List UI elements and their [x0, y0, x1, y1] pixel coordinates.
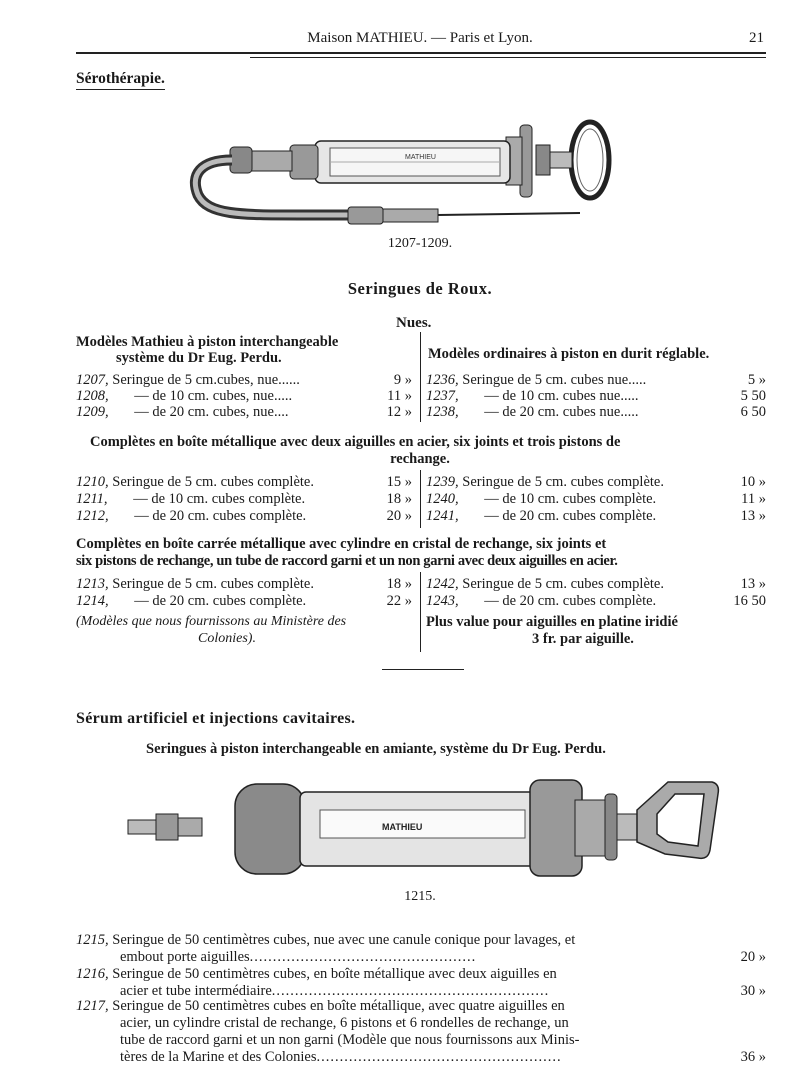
item-desc: embout porte aiguilles	[120, 949, 250, 965]
item-desc: — de 20 cm. cubes complète.	[484, 593, 657, 609]
paragraph-completes-1	[76, 434, 776, 451]
item-number: 1241,	[426, 508, 459, 524]
figure-caption-1215: 1215.	[404, 889, 436, 904]
item-price: 18 »	[386, 491, 412, 507]
item-price: 5 »	[747, 372, 766, 388]
item-price: 18 »	[386, 576, 412, 592]
item-number: 1210,	[76, 474, 109, 490]
item-price: 10 »	[740, 474, 766, 490]
list-item	[76, 966, 766, 1000]
item-desc: Seringue de 5 cm.cubes, nue......	[112, 372, 300, 388]
header-rule-2	[250, 57, 766, 58]
item-price: 36 »	[740, 1049, 766, 1065]
list-item	[76, 372, 300, 389]
para-line: Complètes en boîte métallique avec deux aiguilles en acier, six joints et trois pistons de	[90, 434, 621, 450]
list-item	[76, 932, 766, 966]
item-desc: Seringue de 50 centimètres cubes en boîte métallique, avec quatre aiguilles en	[112, 998, 565, 1014]
list-item	[76, 576, 314, 593]
note-price-per-needle: 3 fr. par aiguille.	[532, 631, 634, 647]
note-platine: Plus value pour aiguilles en platine iridié	[426, 614, 678, 630]
section-title-serum: Sérum artificiel et injections cavitaires.	[76, 710, 356, 727]
item-number: 1242,	[426, 576, 459, 592]
item-desc: Seringue de 50 centimètres cubes, en boîte métallique avec deux aiguilles en	[112, 966, 557, 982]
list-item	[76, 491, 305, 508]
item-number: 1207,	[76, 372, 109, 388]
list-item	[426, 404, 638, 421]
nues-heading: Nues.	[396, 315, 432, 331]
item-desc: tube de raccord garni et un non garni (Modèle que nous fournissons aux Minis-	[120, 1032, 580, 1048]
item-number: 1209,	[76, 404, 109, 420]
item-price: 9 »	[393, 372, 412, 388]
list-item	[76, 404, 288, 421]
roux-syringe-illustration	[180, 115, 640, 235]
item-number: 1239,	[426, 474, 459, 490]
list-item	[76, 998, 766, 1066]
item-price: 16 50	[733, 593, 766, 609]
para-line-2: rechange.	[390, 451, 450, 467]
header-rule	[76, 52, 766, 54]
item-desc: Seringue de 5 cm. cubes complète.	[462, 576, 664, 592]
list-item	[426, 372, 646, 389]
item-desc: Seringue de 5 cm. cubes complète.	[112, 576, 314, 592]
section-divider	[382, 669, 464, 670]
list-item	[76, 388, 292, 405]
column-divider	[420, 572, 421, 652]
item-price: 6 50	[740, 404, 766, 420]
item-price: 11 »	[387, 388, 412, 404]
item-price: 13 »	[740, 508, 766, 524]
page-number: 21	[749, 30, 764, 46]
note-colonies: Colonies).	[198, 631, 256, 646]
item-price: 11 »	[741, 491, 766, 507]
item-number: 1216,	[76, 966, 109, 982]
item-desc: Seringue de 5 cm. cubes complète.	[112, 474, 314, 490]
item-desc: Seringue de 5 cm. cubes nue.....	[462, 372, 647, 388]
item-desc: — de 10 cm. cubes complète.	[133, 491, 306, 507]
item-price: 12 »	[386, 404, 412, 420]
item-desc: — de 20 cm. cubes complète.	[134, 593, 307, 609]
item-number: 1236,	[426, 372, 459, 388]
item-desc: — de 20 cm. cubes complète.	[484, 508, 657, 524]
list-item	[426, 388, 638, 405]
list-item	[426, 474, 664, 491]
item-number: 1208,	[76, 388, 109, 404]
item-desc: acier, un cylindre cristal de rechange, 6 pistons et 6 rondelles de rechange, un	[120, 1015, 569, 1031]
roux-title: Seringues de Roux.	[347, 279, 493, 298]
item-number: 1214,	[76, 593, 109, 609]
paragraph-completes-2	[76, 536, 776, 570]
left-heading-1: Modèles Mathieu à piston interchangeable	[76, 334, 339, 350]
figure-caption-1207: 1207-1209.	[387, 236, 453, 251]
list-item	[76, 474, 314, 491]
note-ministere: (Modèles que nous fournissons au Ministère des	[76, 614, 347, 629]
item-price: 13 »	[740, 576, 766, 592]
item-desc: tères de la Marine et des Colonies	[120, 1049, 317, 1065]
barrel-label: MATHIEU	[405, 154, 436, 161]
item-number: 1215,	[76, 932, 109, 948]
para-line: six pistons de rechange, un tube de raccord garni et un non garni avec deux aiguilles en acier.	[76, 553, 618, 569]
perdu-syringe-illustration	[120, 770, 730, 890]
item-desc: — de 20 cm. cubes complète.	[134, 508, 307, 524]
item-number: 1238,	[426, 404, 459, 420]
item-price: 20 »	[386, 508, 412, 524]
serum-subtitle: Seringues à piston interchangeable en amiante, système du Dr Eug. Perdu.	[146, 741, 606, 757]
barrel-label: MATHIEU	[382, 822, 423, 832]
item-price: 22 »	[386, 593, 412, 609]
item-number: 1213,	[76, 576, 109, 592]
item-number: 1211,	[76, 491, 108, 507]
para-line: Complètes en boîte carrée métallique avec cylindre en cristal de rechange, six joints et	[76, 536, 607, 552]
column-divider	[420, 332, 421, 422]
item-number: 1243,	[426, 593, 459, 609]
item-number: 1240,	[426, 491, 459, 507]
item-number: 1212,	[76, 508, 109, 524]
leader-dots: ............................................................	[271, 983, 550, 999]
section-title-serotherapie: Sérothérapie.	[76, 70, 165, 90]
item-price: 15 »	[386, 474, 412, 490]
item-number: 1237,	[426, 388, 459, 404]
list-item	[426, 593, 656, 610]
item-desc: Seringue de 5 cm. cubes complète.	[462, 474, 664, 490]
item-desc: — de 20 cm. cubes, nue....	[134, 404, 289, 420]
item-price: 30 »	[740, 983, 766, 999]
leader-dots: .................................................	[249, 949, 477, 965]
list-item	[76, 593, 306, 610]
item-desc: — de 10 cm. cubes complète.	[484, 491, 657, 507]
header-title: Maison MATHIEU. — Paris et Lyon.	[307, 30, 533, 46]
leader-dots: .....................................................	[316, 1049, 562, 1065]
item-price: 20 »	[740, 949, 766, 965]
column-divider	[420, 470, 421, 528]
list-item	[76, 508, 306, 525]
item-desc: — de 20 cm. cubes nue.....	[484, 404, 639, 420]
right-heading: Modèles ordinaires à piston en durit réglable.	[428, 346, 710, 362]
item-desc: acier et tube intermédiaire	[120, 983, 272, 999]
item-desc: — de 10 cm. cubes nue.....	[484, 388, 639, 404]
item-desc: Seringue de 50 centimètres cubes, nue avec une canule conique pour lavages, et	[112, 932, 576, 948]
item-number: 1217,	[76, 998, 109, 1014]
list-item	[426, 491, 656, 508]
list-item	[426, 508, 656, 525]
list-item	[426, 576, 664, 593]
item-price: 5 50	[740, 388, 766, 404]
item-desc: — de 10 cm. cubes, nue.....	[134, 388, 293, 404]
left-heading-2: système du Dr Eug. Perdu.	[116, 350, 282, 366]
